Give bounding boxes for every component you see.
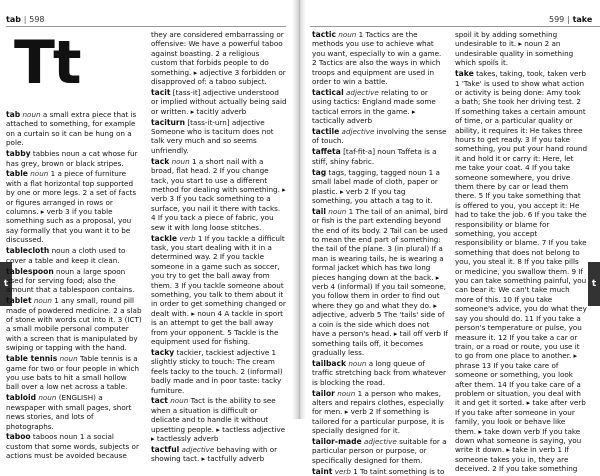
headword: tablespoon: [6, 266, 54, 276]
headword: tailback: [312, 358, 347, 368]
headword: tacit: [151, 87, 171, 97]
definition-text: Table tennis is a game for two or four people in which you use bats to hit a small hollow ball over a low net across a table.: [6, 354, 140, 392]
dictionary-entry: [312, 127, 448, 146]
part-of-speech: noun: [328, 206, 347, 216]
part-of-speech: adjective: [341, 127, 375, 137]
dictionary-entry: [151, 157, 287, 232]
definition-text: takes, taking, took, taken verb 1 'Take' is used to show what action or activity is being done: Amy took a bath; She took her driving test. 2 If something takes a certain amount of time, or a particular quality or ability, it requires it: He takes three hours to get ready. 3 If you take something, you put your hand round it and hold it or carry it: Here, let me take your coat. 4 If you take someone somewhere, you drive them there by car or lead them there. 5 If you take something that is offered to you, you accept it: He had to take the job. 6 If you take the responsibility or blame for something, you accept responsibility or blame. 7 If you take something that does not belong to you, you steal it. 8 If you take pills or medicine, you swallow them. 9 If you can take something painful, you can bear it: We can't take much more of this. 10 If you take someone's advice, you do what they say you should do. 11 If you take a person's temperature or pulse, you measure it. 12 If you take a car or train, or a road or route, you use it to go from one place to another. ▸ phrase 13 If you take care of someone or something, you look after them. 14 If you take care of a problem or situation, you deal with it and get it sorted. ▸ take after verb If you take after someone in your family, you look or behave like them. ▸ take down verb If you take down what someone is saying, you write it down. ▸ take in verb 1 If someone takes you in, they are deceived. 2 If you take something: [455, 69, 588, 474]
part-of-speech: noun: [170, 396, 189, 406]
header-rule-left: [6, 26, 286, 27]
part-of-speech: adjective: [364, 437, 397, 447]
headword: tactile: [312, 127, 340, 137]
part-of-speech: noun: [171, 156, 190, 166]
headword: tactful: [151, 444, 180, 454]
headword: tablecloth: [6, 246, 50, 256]
part-of-speech: noun: [348, 358, 367, 368]
section-letter: Tt: [14, 28, 80, 98]
dictionary-entry: [312, 147, 448, 166]
dictionary-entry: [151, 30, 287, 86]
header-separator-left: |: [23, 15, 27, 24]
part-of-speech: noun: [338, 30, 357, 39]
dictionary-entry: [151, 396, 287, 443]
definition-text: tackier, tackiest adjective 1 slightly sticky to touch: The cream feels tacky to the touch. 2 (informal) badly made and in poor taste: tacky furniture.: [151, 347, 283, 395]
definition-text: [tass-it-urn] adjective Someone who is taciturn does not talk very much and so seems unfriendly.: [151, 117, 274, 155]
column-4: [455, 30, 588, 474]
part-of-speech: adjective: [181, 444, 215, 454]
page-header-left: [6, 15, 45, 24]
definition-text: taboos noun 1 a social custom that some words, subjects or actions must be avoided because: [6, 432, 139, 461]
definition-text: a long queue of traffic stretching back from whatever is blocking the road.: [312, 358, 446, 387]
dictionary-entry: [312, 168, 448, 206]
page-number-right: 599: [549, 15, 565, 24]
dictionary-entry: [151, 445, 287, 464]
headword: taciturn: [151, 117, 186, 127]
header-separator-right: |: [567, 15, 570, 24]
guide-word-left: tab: [6, 15, 21, 24]
part-of-speech: noun: [30, 169, 49, 179]
dictionary-entry: [6, 110, 142, 148]
headword: tail: [312, 206, 326, 216]
part-of-speech: adjective: [346, 87, 379, 97]
definition-text: 1 Tactics are the methods you use to achieve what you want, especially to win a game. 2 Tactics are also the ways in which troops and equipment are used in order to win a battle.: [312, 30, 442, 87]
headword: take: [455, 69, 474, 79]
dictionary-entry: [6, 267, 142, 295]
definition-text: tabbies noun a cat whose fur has grey, brown or black stripes.: [6, 149, 138, 168]
headword: tack: [151, 156, 170, 166]
headword: taboo: [6, 432, 31, 442]
dictionary-entry: [312, 30, 448, 86]
dictionary-entry: [6, 169, 142, 244]
header-rule-right: [310, 26, 600, 27]
definition-text: Tact is the ability to see when a situation is difficult or delicate and to handle it without upsetting people. ▸ tactless adjective ▸ tactlessly adverb: [151, 396, 286, 444]
headword: tactic: [312, 30, 336, 39]
definition-text: 1 The tail of an animal, bird or fish is the part extending beyond the end of its body. 2 Tail can be used to mean the end part of something: the tail of the plane. 3 (in plural) If a man is wearing tails, he is wearing a formal jacket which has two long pieces hanging down at the back. ▸ verb 4 (informal) If you tail someone, you follow them in order to find out where they go and what they do. ▸ adjective, adverb 5 The 'tails' side of a coin is the side which does not have a person's head. ▸ tail off verb If something tails off, it becomes gradually less.: [312, 206, 448, 357]
headword: tactical: [312, 87, 344, 97]
dictionary-entry: [6, 393, 142, 431]
dictionary-entry: [312, 88, 448, 126]
definition-text: 1 a person who makes, alters and repairs clothes, especially for men. ▸ verb 2 If something is tailored for a particular purpose, it is specially designed for it.: [312, 388, 445, 436]
dictionary-entry: [151, 88, 287, 116]
dictionary-entry: [312, 467, 448, 476]
headword: taint: [312, 466, 333, 476]
definition-text: spoil it by adding something undesirable to it. ▸ noun 2 an undesirable quality in something which spoils it.: [455, 30, 574, 68]
definition-text: 1 To taint something is to: [353, 466, 445, 476]
dictionary-entry: [6, 149, 142, 168]
part-of-speech: noun: [33, 296, 52, 306]
headword: tab: [6, 110, 21, 119]
dictionary-entry: [151, 234, 287, 347]
definition-text: 1 a piece of furniture with a flat horizontal top supported by one or more legs. 2 a set of facts or figures arranged in rows or columns. ▸ verb 3 if you table something such as a proposal, you say formally that you want it to be discussed.: [6, 169, 137, 245]
definition-text: they are considered embarrassing or offensive: We have a powerful taboo against boasting. 2 a religious custom that forbids people to do something. ▸ adjective 3 forbidden or disapproved of: a taboo subject.: [151, 30, 286, 87]
headword: tact: [151, 396, 168, 406]
dictionary-entry: [151, 118, 287, 156]
page-number-left: 598: [29, 15, 45, 24]
page-header-right: [549, 15, 592, 24]
headword: tablet: [6, 296, 32, 306]
part-of-speech: verb: [334, 466, 351, 476]
dictionary-entry: [312, 437, 448, 465]
part-of-speech: noun: [38, 393, 57, 403]
headword: tackle: [151, 233, 178, 243]
thumb-tab-right: t: [588, 262, 600, 306]
definition-text: involving the sense of touch.: [312, 127, 447, 146]
headword: table tennis: [6, 354, 58, 364]
definition-text: noun a cloth used to cover a table and keep it clean.: [6, 246, 126, 265]
definition-text: (ENGLISH) a newspaper with small pages, short news stories, and lots of photographs.: [6, 393, 132, 431]
dictionary-entry: [312, 207, 448, 358]
definition-text: [taf-fit-a] noun Taffeta is a stiff, shiny fabric.: [312, 147, 437, 166]
definition-text: 1 If you tackle a difficult task, you start dealing with it in a determined way. 2 If you tackle someone in a game such as soccer, you try to get the ball away from them. 3 If you tackle someone about something, you talk to them about it in order to get something changed or dealt with. ▸ noun 4 A tackle in sport is an attempt to get the ball away from your opponent. 5 Tackle is the equipment used for fishing.: [151, 233, 286, 346]
column-1: [6, 110, 142, 461]
definition-text: [tass-it] adjective understood or implied without actually being said or written. ▸ tacitly adverb: [151, 87, 287, 116]
column-2: [151, 30, 287, 464]
definition-text: 1 a short nail with a broad, flat head. 2 If you change tack, you start to use a different method for dealing with something. ▸ verb 3 If you tack something to a surface, you nail it there with tacks. 4 If you tack a piece of fabric, you sew it with long loose stitches.: [151, 156, 286, 232]
headword: tailor: [312, 388, 335, 398]
dictionary-entry: [455, 30, 587, 68]
headword: tag: [312, 167, 327, 177]
dictionary-entry: [312, 359, 448, 387]
dictionary-entry: [312, 389, 448, 436]
dictionary-entry: [6, 432, 142, 460]
headword: tailor-made: [312, 437, 362, 447]
headword: tacky: [151, 347, 175, 357]
dictionary-entry: [6, 246, 142, 265]
part-of-speech: noun: [22, 110, 41, 119]
part-of-speech: noun: [337, 388, 356, 398]
headword: tabloid: [6, 393, 37, 403]
book-gutter: [292, 0, 306, 419]
headword: tabby: [6, 149, 31, 159]
dictionary-entry: [6, 296, 142, 352]
column-3: [312, 30, 448, 476]
part-of-speech: noun: [59, 354, 78, 364]
definition-text: suitable for a particular person or purpose, or specifically designed for them.: [312, 437, 447, 465]
thumb-tab-left: t: [0, 262, 12, 306]
headword: table: [6, 169, 28, 179]
part-of-speech: verb: [179, 233, 196, 243]
definition-text: relating to or using tactics: England made some tactical errors in the game. ▸ tactically adverb: [312, 87, 436, 126]
definition-text: 1 any small, round pill made of powdered medicine. 2 a slab of stone with words cut into it. 3 (ICT) a small mobile personal computer with a screen that is manipulated by swiping or tapping with the hand.: [6, 296, 142, 353]
definition-text: noun a large spoon used for serving food; also the amount that a tablespoon contains.: [6, 266, 135, 295]
dictionary-entry: [455, 69, 587, 473]
guide-word-right: take: [572, 15, 593, 24]
dictionary-entry: [6, 354, 142, 392]
dictionary-entry: [151, 348, 287, 395]
headword: taffeta: [312, 147, 341, 157]
definition-text: behaving with or showing tact. ▸ tactfully adverb: [151, 444, 278, 464]
definition-text: a small extra piece that is attached to something, for example on a curtain so it can be hung on a pole.: [6, 110, 137, 148]
definition-text: tags, tagging, tagged noun 1 a small label made of cloth, paper or plastic. ▸ verb 2 If you tag something, you attach a tag to it.: [312, 167, 440, 205]
